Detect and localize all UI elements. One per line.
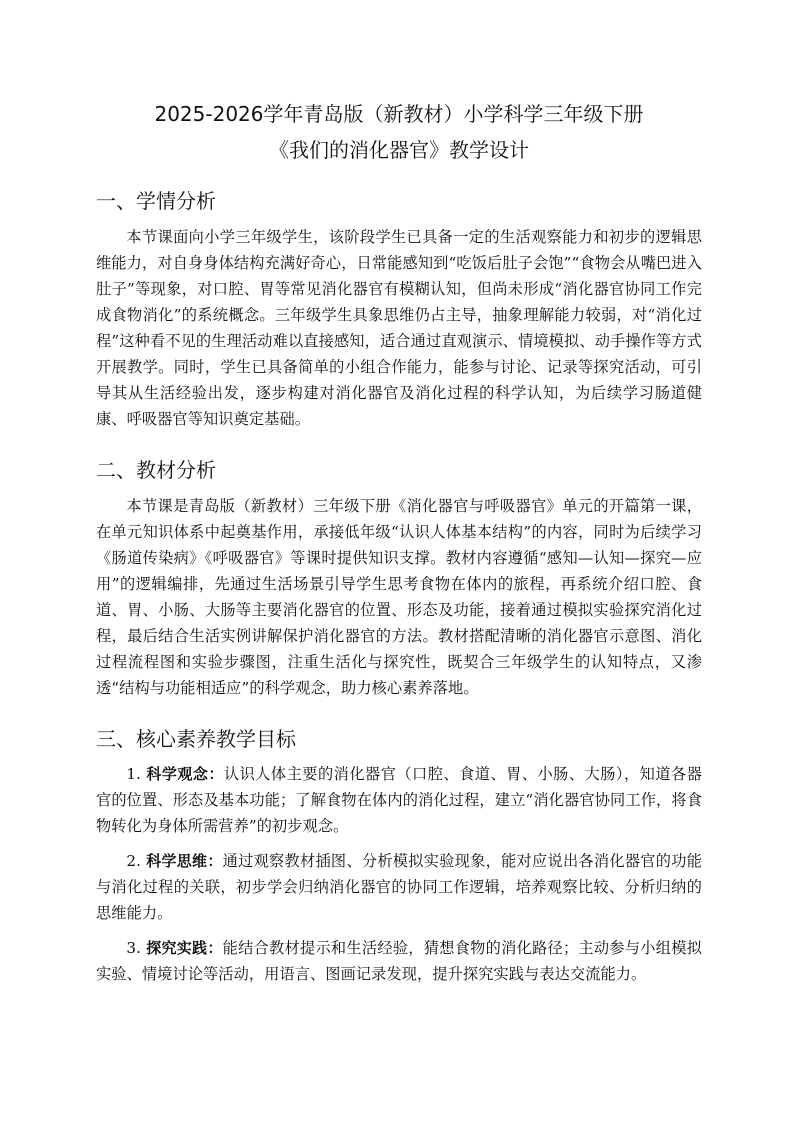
- section-heading-learner-analysis: 一、学情分析: [96, 189, 216, 213]
- goal-label: 科学观念：: [146, 765, 224, 783]
- goal-number: 1.: [126, 765, 142, 783]
- goal-text: 认识人体主要的消化器官（口腔、食道、胃、小肠、大肠），知道各器官的位置、形态及基本功能；了解食物在体内的消化过程，建立“消化器官协同工作，将食物转化为身体所需营养”的初步观念。: [96, 765, 702, 835]
- goal-item-inquiry-practice: [96, 935, 702, 987]
- section-heading-teaching-goals: 三、核心素养教学目标: [96, 727, 296, 751]
- goal-label: 科学思维：: [146, 852, 223, 870]
- document-title-line1: 2025-2026学年青岛版（新教材）小学科学三年级下册: [154, 102, 644, 126]
- goal-number: 3.: [126, 939, 142, 957]
- learner-analysis-paragraph: 本节课面向小学三年级学生，该阶段学生已具备一定的生活观察能力和初步的逻辑思维能力，对自身身体结构充满好奇心，日常能感知到“吃饭后肚子会饱”“食物会从嘴巴进入肚子”等现象，对口腔、胃等常见消化器官有模糊认知，但尚未形成“消化器官协同工作完成食物消化”的系统概念。三年级学生具象思维仍占主导，抽象理解能力较弱，对“消化过程”这种看不见的生理活动难以直接感知，适合通过直观演示、情境模拟、动手操作等方式开展教学。同时，学生已具备简单的小组合作能力，能参与讨论、记录等探究活动，可引导其从生活经验出发，逐步构建对消化器官及消化过程的科学认知，为后续学习肠道健康、呼吸器官等知识奠定基础。: [96, 228, 702, 428]
- document-title-line2: 《我们的消化器官》教学设计: [269, 138, 529, 162]
- goal-item-scientific-thinking: [96, 848, 702, 926]
- textbook-analysis-paragraph: 本节课是青岛版（新教材）三年级下册《消化器官与呼吸器官》单元的开篇第一课，在单元知识体系中起奠基作用，承接低年级“认识人体基本结构”的内容，同时为后续学习《肠道传染病》《呼吸器官》等课时提供知识支撑。教材内容遵循“感知—认知—探究—应用”的逻辑编排，先通过生活场景引导学生思考食物在体内的旅程，再系统介绍口腔、食道、胃、小肠、大肠等主要消化器官的位置、形态及功能，接着通过模拟实验探究消化过程，最后结合生活实例讲解保护消化器官的方法。教材搭配清晰的消化器官示意图、消化过程流程图和实验步骤图，注重生活化与探究性，既契合三年级学生的认知特点，又渗透“结构与功能相适应”的科学观念，助力核心素养落地。: [96, 497, 702, 697]
- goal-item-scientific-concept: [96, 761, 702, 839]
- goal-text: 能结合教材提示和生活经验，猜想食物的消化路径；主动参与小组模拟实验、情境讨论等活动，用语言、图画记录发现，提升探究实践与表达交流能力。: [96, 939, 702, 983]
- section-heading-textbook-analysis: 二、教材分析: [96, 458, 216, 482]
- goal-number: 2.: [126, 852, 142, 870]
- goal-label: 探究实践：: [146, 939, 223, 957]
- goal-text: 通过观察教材插图、分析模拟实验现象，能对应说出各消化器官的功能与消化过程的关联，初步学会归纳消化器官的协同工作逻辑，培养观察比较、分析归纳的思维能力。: [96, 852, 702, 922]
